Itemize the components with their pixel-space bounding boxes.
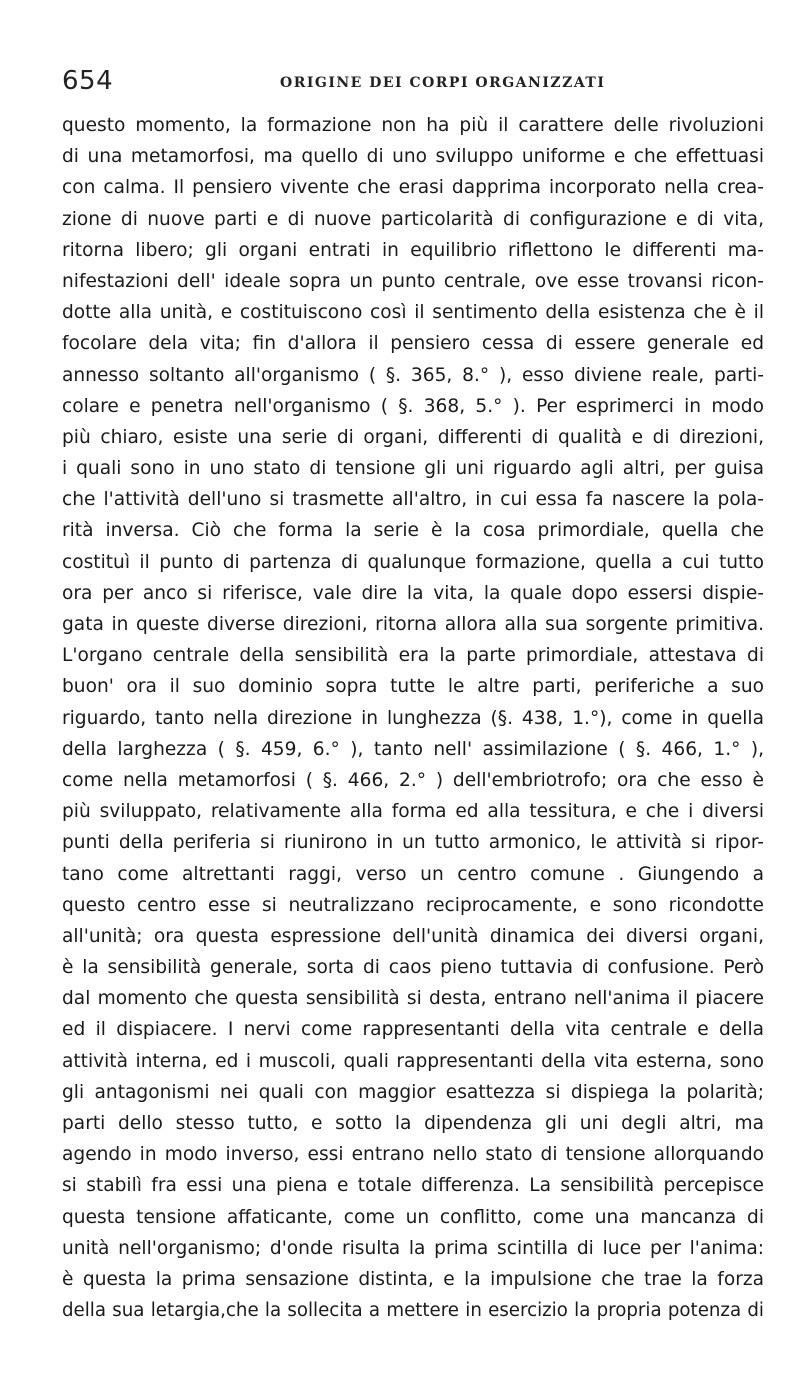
text-line: nifestazioni dell' ideale sopra un punto centrale, ove esse trovansi ricon-	[62, 270, 764, 292]
text-line: costituì il punto di partenza di qualunque formazione, quella a cui tutto	[62, 551, 764, 573]
text-line: con calma. Il pensiero vivente che erasi dapprima incorporato nella crea-	[62, 177, 764, 199]
text-line: di una metamorfosi, ma quello di uno sviluppo uniforme e che effettuasi	[62, 146, 764, 168]
text-line: tano come altrettanti raggi, verso un centro comune . Giungendo a	[62, 863, 764, 885]
text-line: ritorna libero; gli organi entrati in equilibrio riflettono le differenti ma-	[62, 239, 764, 261]
text-line: riguardo, tanto nella direzione in lunghezza (§. 438, 1.°), come in quella	[62, 707, 764, 729]
text-line: ed il dispiacere. I nervi come rappresentanti della vita centrale e della	[62, 1019, 764, 1041]
text-line: rità inversa. Ciò che forma la serie è la cosa primordiale, quella che	[62, 520, 764, 542]
text-line: agendo in modo inverso, essi entrano nello stato di tensione allorquando	[62, 1144, 764, 1166]
text-line: questo momento, la formazione non ha più il carattere delle rivoluzioni	[62, 115, 764, 136]
text-line: della sua letargia,che la sollecita a mettere in esercizio la propria potenza di	[62, 1300, 764, 1322]
text-line: gata in queste diverse direzioni, ritorna allora alla sua sorgente primitiva.	[62, 614, 764, 635]
text-line: della larghezza ( §. 459, 6.° ), tanto nell' assimilazione ( §. 466, 1.° ),	[62, 738, 764, 760]
text-line: colare e penetra nell'organismo ( §. 368, 5.° ). Per esprimerci in modo	[62, 395, 764, 417]
body-text	[62, 110, 764, 1326]
text-line: questo centro esse si neutralizzano reciprocamente, e sono ricondotte	[62, 894, 764, 916]
text-line: punti della periferia si riunirono in un tutto armonico, le attività si ripor-	[62, 832, 764, 854]
text-line: come nella metamorfosi ( §. 466, 2.° ) dell'embriotrofo; ora che esso è	[62, 769, 764, 791]
text-line: dal momento che questa sensibilità si desta, entrano nell'anima il piacere	[62, 988, 764, 1010]
text-line: all'unità; ora questa espressione dell'unità dinamica dei diversi organi,	[62, 925, 764, 947]
text-line: questa tensione affaticante, come un conflitto, come una mancanza di	[62, 1206, 764, 1228]
text-line: buon' ora il suo dominio sopra tutte le altre parti, periferiche a suo	[62, 676, 764, 698]
text-line: è la sensibilità generale, sorta di caos pieno tuttavia di confusione. Però	[62, 957, 764, 979]
page-header	[62, 66, 762, 106]
text-line: zione di nuove parti e di nuove particolarità di configurazione e di vita,	[62, 208, 764, 230]
text-line: si stabilì fra essi una piena e totale differenza. La sensibilità percepisce	[62, 1175, 764, 1197]
text-line: parti dello stesso tutto, e sotto la dipendenza gli uni degli altri, ma	[62, 1113, 764, 1134]
text-line: più chiaro, esiste una serie di organi, differenti di qualità e di direzioni,	[62, 426, 764, 448]
text-line: ora per anco si riferisce, vale dire la vita, la quale dopo essersi dispie-	[62, 582, 764, 604]
text-line: è questa la prima sensazione distinta, e la impulsione che trae la forza	[62, 1268, 764, 1290]
text-line: focolare dela vita; fin d'allora il pensiero cessa di essere generale ed	[62, 333, 764, 355]
text-line: più sviluppato, relativamente alla forma ed alla tessitura, e che i diversi	[62, 801, 764, 823]
text-line: L'organo centrale della sensibilità era la parte primordiale, attestava di	[62, 645, 764, 667]
text-line: unità nell'organismo; d'onde risulta la prima scintilla di luce per l'anima:	[62, 1237, 764, 1259]
text-line: dotte alla unità, e costituiscono così il sentimento della esistenza che è il	[62, 302, 764, 324]
running-head: ORIGINE DEI CORPI ORGANIZZATI	[280, 75, 606, 91]
text-line: i quali sono in uno stato di tensione gli uni riguardo agli altri, per guisa	[62, 458, 764, 480]
text-line: che l'attività dell'uno si trasmette all'altro, in cui essa fa nascere la pola-	[62, 489, 764, 511]
text-line: annesso soltanto all'organismo ( §. 365, 8.° ), esso diviene reale, parti-	[62, 364, 764, 386]
text-line: gli antagonismi nei quali con maggior esattezza si dispiega la polarità;	[62, 1081, 764, 1103]
page-number: 654	[62, 66, 114, 96]
text-line: attività interna, ed i muscoli, quali rappresentanti della vita esterna, sono	[62, 1050, 764, 1072]
